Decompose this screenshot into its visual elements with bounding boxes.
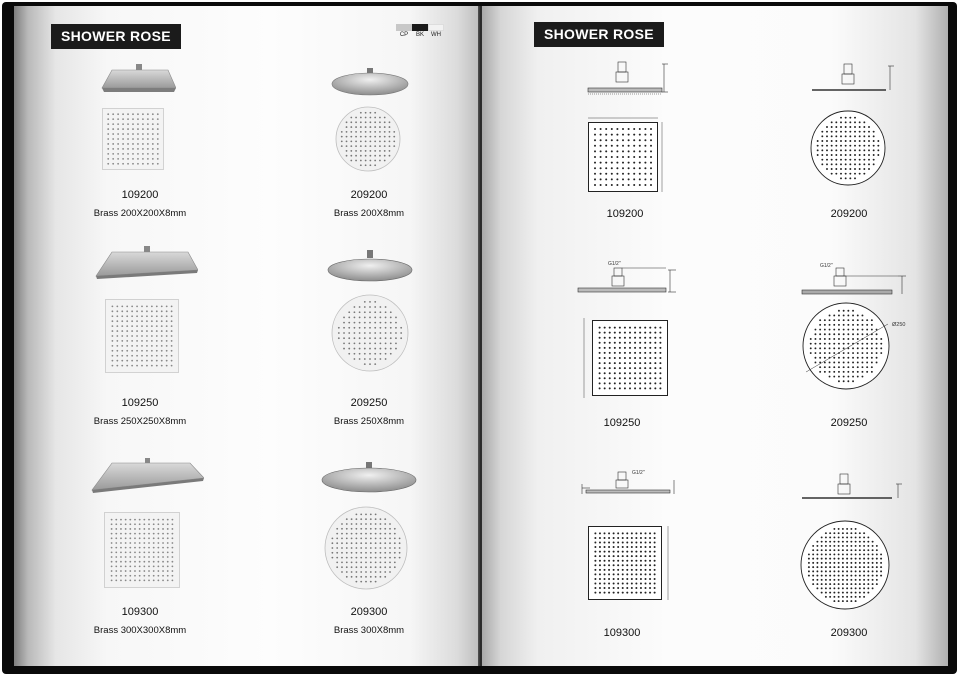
drawing-code: 109200 [606, 208, 644, 220]
technical-drawing-face [580, 316, 670, 400]
product-photo-face [331, 294, 409, 372]
product-photo-side [320, 462, 418, 498]
product-description: Brass 200X200X8mm [93, 208, 187, 219]
product-photo-face [105, 299, 179, 373]
page-title: SHOWER ROSE [51, 24, 181, 49]
product-photo-side [98, 64, 176, 94]
product-description: Brass 300X300X8mm [93, 625, 187, 636]
technical-drawing-side [580, 464, 684, 504]
catalog-page-left [14, 6, 480, 666]
catalog-page-right [482, 6, 948, 666]
product-photo-face [324, 506, 408, 590]
product-code: 109200 [121, 189, 159, 201]
technical-drawing-side [586, 58, 670, 98]
product-code: 209200 [350, 189, 388, 201]
product-photo-side [94, 246, 198, 280]
finish-swatch-cp [396, 24, 412, 31]
product-code: 209250 [350, 397, 388, 409]
drawing-code: 109300 [603, 627, 641, 639]
product-photo-side [326, 250, 414, 284]
product-code: 209300 [350, 606, 388, 618]
technical-drawing-face [802, 302, 912, 392]
finish-label: CP [399, 32, 409, 38]
finish-swatch-wh [428, 24, 444, 31]
product-photo-side [330, 68, 410, 98]
drawing-code: 209300 [830, 627, 868, 639]
product-description: Brass 250X250X8mm [93, 416, 187, 427]
product-photo-side [90, 458, 204, 496]
technical-drawing-side [576, 258, 686, 298]
product-photo-face [104, 512, 180, 588]
technical-drawing-side [808, 60, 898, 96]
product-description: Brass 200X8mm [333, 208, 405, 219]
drawing-code: 109250 [603, 417, 641, 429]
product-photo-face [102, 108, 164, 170]
diameter-label: Ø250 [892, 322, 906, 328]
thread-label: G1/2" [820, 263, 833, 269]
finish-legend [396, 24, 444, 38]
product-description: Brass 300X8mm [333, 625, 405, 636]
page-title: SHOWER ROSE [534, 22, 664, 47]
finish-swatch-bk [412, 24, 428, 31]
product-code: 109300 [121, 606, 159, 618]
technical-drawing-side [798, 470, 908, 506]
thread-label: G1/2" [632, 470, 645, 476]
technical-drawing-side [798, 260, 910, 300]
product-photo-face [335, 106, 401, 172]
finish-label: BK [415, 32, 424, 38]
technical-drawing-face [586, 116, 664, 196]
product-description: Brass 250X8mm [333, 416, 405, 427]
finish-label: WH [431, 32, 441, 38]
technical-drawing-face [586, 522, 670, 602]
technical-drawing-face [810, 110, 886, 186]
thread-label: G1/2" [608, 261, 621, 267]
product-code: 109250 [121, 397, 159, 409]
drawing-code: 209250 [830, 417, 868, 429]
drawing-code: 209200 [830, 208, 868, 220]
technical-drawing-face [800, 520, 890, 610]
